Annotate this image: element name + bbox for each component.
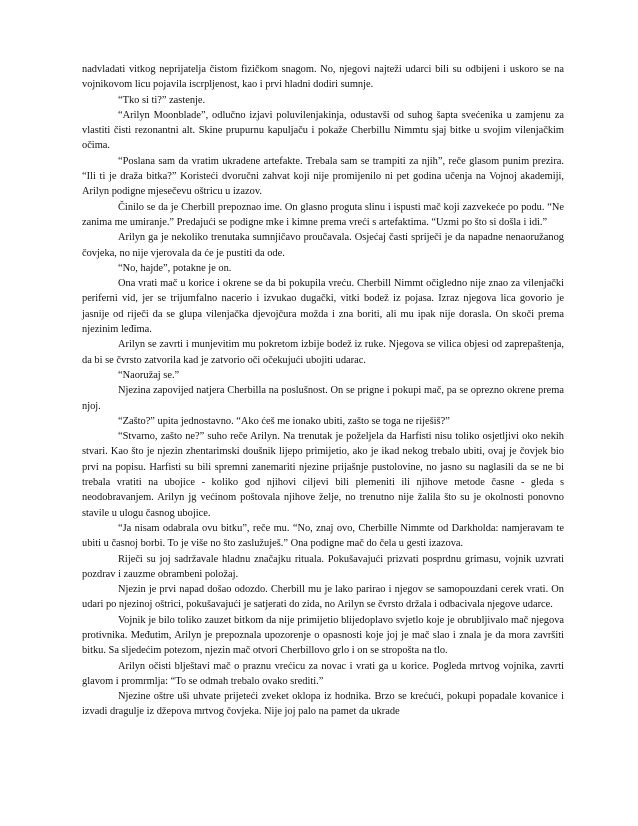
paragraph-6: Arilyn ga je nekoliko trenutaka sumnjičavo proučavala. Osjećaj časti spriječi je da napadne nenaoružanog čovjeka, no nije vjerovala da će je pustiti da ode.: [82, 232, 564, 259]
paragraph-3: “Arilyn Moonblade”, odlučno izjavi poluvilenjakinja, odustavši od suhog šapta svećenika u zamjenu za vlastiti čisti rezonantni alt. Skine prupurnu kapuljaču i pokaže Cherbillu Nimmtu sjaj bitke u svojim vilenjačkim očima.: [82, 109, 564, 152]
paragraph-11: Njezina zapovijed natjera Cherbilla na poslušnost. On se prigne i pokupi mač, pa se oprezno okrene prema njoj.: [82, 385, 564, 412]
paragraph-15: Riječi su joj sadržavale hladnu značajku rituala. Pokušavajući prizvati posprdnu grimasu, vojnik uzvrati pozdrav i zauzme obrambeni položaj.: [82, 553, 564, 580]
paragraph-13: “Stvarno, zašto ne?” suho reče Arilyn. Na trenutak je poželjela da Harfisti nisu toliko osjetljivi oko nekih stvari. Kao što je njezin zhentarimski doušnik lijepo primijetio, ako je ikad nekog trebalo ubiti, ovaj je čovjek bio prvi na popisu. Harfisti su bili spremni zanemariti njezine prijašnje pustolovine, no jasno su naglasili da se ne bi trebala vratiti na ubojice - koliko god njihovi ciljevi bili plemeniti ili njihove metode časne - gleda s neodobravanjem. Arilyn jg većinom poštovala njihove želje, no trenutno nije žalila što su je okolnosti ponovno stavile u ulogu časnog ubojice.: [82, 431, 564, 519]
document-page: [82, 62, 564, 720]
paragraph-12: “Zašto?” upita jednostavno. “Ako ćeš me ionako ubiti, zašto se toga ne riješiš?”: [118, 415, 450, 427]
paragraph-4: “Poslana sam da vratim ukradene artefakte. Trebala sam se trampiti za njih”, reče glasom punim prezira. “Ili ti je draža bitka?” Koristeći dvoručni zahvat koji nije promijenilo ni pet godina učenja na Vojnoj akademiji, Arilyn podigne mjesečevu oštricu u izazov.: [82, 155, 564, 198]
paragraph-19: Njezine oštre uši uhvate prijeteći zveket oklopa iz hodnika. Brzo se krećući, pokupi popadale kovanice i izvadi dragulje iz džepova mrtvog čovjeka. Nije joj palo na pamet da ukrade: [82, 691, 564, 718]
paragraph-1: nadvladati vitkog neprijatelja čistom fizičkom snagom. No, njegovi najteži udarci bili su odbijeni i uskoro se na vojnikovom licu pojavila iscrpljenost, kao i prvi hladni dodiri sumnje.: [82, 64, 564, 91]
paragraph-17: Vojnik je bilo toliko zauzet bitkom da nije primijetio blijedoplavo svjetlo koje je obrubljivalo mač njegova protivnika. Međutim, Arilyn je prepoznala upozorenje o opasnosti koje joj je mač slao i znala je da mora završiti bitku. Sa sljedećim potezom, njezin mač otvori Cherbillovo grlo i on se stropošta na tlo.: [82, 614, 564, 657]
paragraph-16: Njezin je prvi napad došao odozdo. Cherbill mu je lako parirao i njegov se samopouzdani cerek vrati. On udari po njezinoj oštrici, pokušavajući je satjerati do zida, no Arilyn se čvrsto držala i odbacivala njegove udarce.: [82, 584, 564, 611]
paragraph-7: “No, hajde”, potakne je on.: [118, 262, 232, 274]
paragraph-8: Ona vrati mač u korice i okrene se da bi pokupila vreću. Cherbill Nimmt očigledno nije znao za vilenjački periferni vid, jer se trijumfalno nacerio i izvukao dugački, vitki bodež iz pojasa. Izraz njegova lica govorio je jasnije od riječi da se glupa vilenjačka djevojčura možda i zna boriti, ali mu ipak nije dorasla. On skoči prema njezinim leđima.: [82, 278, 564, 336]
paragraph-14: “Ja nisam odabrala ovu bitku”, reče mu. “No, znaj ovo, Cherbille Nimmte od Darkholda: namjeravam te ubiti u časnoj borbi. To je više no što zaslužuješ.” Ona podigne mač do čela u gesti izazova.: [82, 522, 564, 550]
paragraph-5: Činilo se da je Cherbill prepoznao ime. On glasno proguta slinu i ispusti mač koji zazvekeće po podu. “Ne zanima me umiranje.” Predajući se podigne mke i kimne prema vreći s artefaktima. “Uzmi po što si došla i idi.”: [82, 201, 564, 228]
paragraph-2: “Tko si ti?” zastenje.: [118, 94, 206, 106]
paragraph-18: Arilyn očisti blještavi mač o praznu vrećicu za novac i vrati ga u korice. Pogleda mrtvog vojnika, zavrti glavom i promrmlja: “To se odmah trebalo ovako srediti.”: [82, 660, 564, 687]
paragraph-10: “Naoružaj se.”: [118, 369, 180, 381]
paragraph-9: Arilyn se zavrti i munjevitim mu pokretom izbije bodež iz ruke. Njegova se vilica objesi od zaprepaštenja, da bi se čvrsto zatvorila kad je zatvorio oči očekujući ubojiti udarac.: [82, 339, 564, 366]
